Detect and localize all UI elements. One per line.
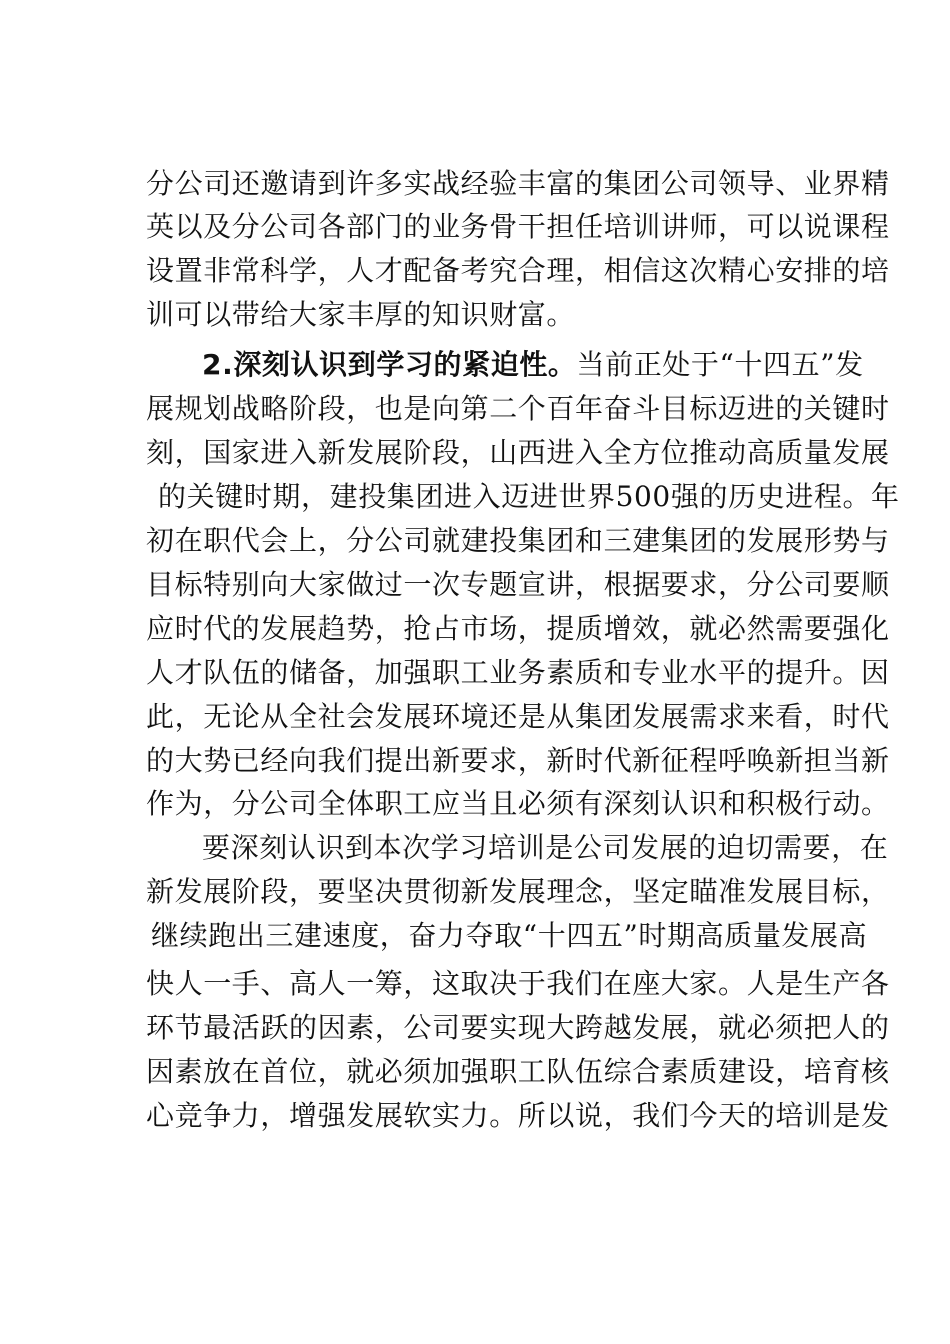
paragraph-line: 人才队伍的储备，加强职工业务素质和专业水平的提升。因 [146, 656, 890, 689]
section-heading: 2.深刻认识到学习的紧迫性。 [202, 348, 577, 381]
paragraph-line: 的大势已经向我们提出新要求，新时代新征程呼唤新担当新 [146, 744, 890, 777]
paragraph-line: 训可以带给大家丰厚的知识财富。 [146, 298, 576, 331]
section-heading-line [202, 347, 867, 383]
paragraph-line: 继续跑出三建速度，奋力夺取“十四五”时期高质量发展高 [151, 919, 868, 952]
paragraph-line: 此，无论从全社会发展环境还是从集团发展需求来看，时代 [146, 700, 890, 733]
paragraph-line: 初在职代会上，分公司就建投集团和三建集团的发展形势与 [146, 524, 890, 557]
paragraph-line: 心竞争力，增强发展软实力。所以说，我们今天的培训是发 [146, 1099, 890, 1132]
paragraph-line: 英以及分公司各部门的业务骨干担任培训讲师，可以说课程 [146, 210, 890, 243]
paragraph-line: 设置非常科学，人才配备考究合理，相信这次精心安排的培 [146, 254, 890, 287]
paragraph-line: 新发展阶段，要坚决贯彻新发展理念，坚定瞄准发展目标， [146, 875, 890, 908]
paragraph-line: 作为，分公司全体职工应当且必须有深刻认识和积极行动。 [146, 787, 890, 820]
paragraph-line: 因素放在首位，就必须加强职工队伍综合素质建设，培育核 [146, 1055, 890, 1088]
paragraph-line: 的关键时期，建投集团进入迈进世界500强的历史进程。年 [158, 480, 900, 513]
paragraph-line: 刻，国家进入新发展阶段，山西进入全方位推动高质量发展 [146, 436, 890, 469]
paragraph-line: 应时代的发展趋势，抢占市场，提质增效，就必然需要强化 [146, 612, 890, 645]
paragraph-line: 要深刻认识到本次学习培训是公司发展的迫切需要，在 [202, 831, 889, 864]
paragraph-line: 展规划战略阶段，也是向第二个百年奋斗目标迈进的关键时 [146, 392, 890, 425]
paragraph-line: 环节最活跃的因素，公司要实现大跨越发展，就必须把人的 [146, 1011, 890, 1044]
paragraph-line: 快人一手、高人一筹，这取决于我们在座大家。人是生产各 [146, 967, 890, 1000]
paragraph-text: 当前正处于“十四五”发 [576, 348, 864, 381]
paragraph-line: 目标特别向大家做过一次专题宣讲，根据要求，分公司要顺 [146, 568, 890, 601]
paragraph-line: 分公司还邀请到许多实战经验丰富的集团公司领导、业界精 [146, 167, 890, 200]
